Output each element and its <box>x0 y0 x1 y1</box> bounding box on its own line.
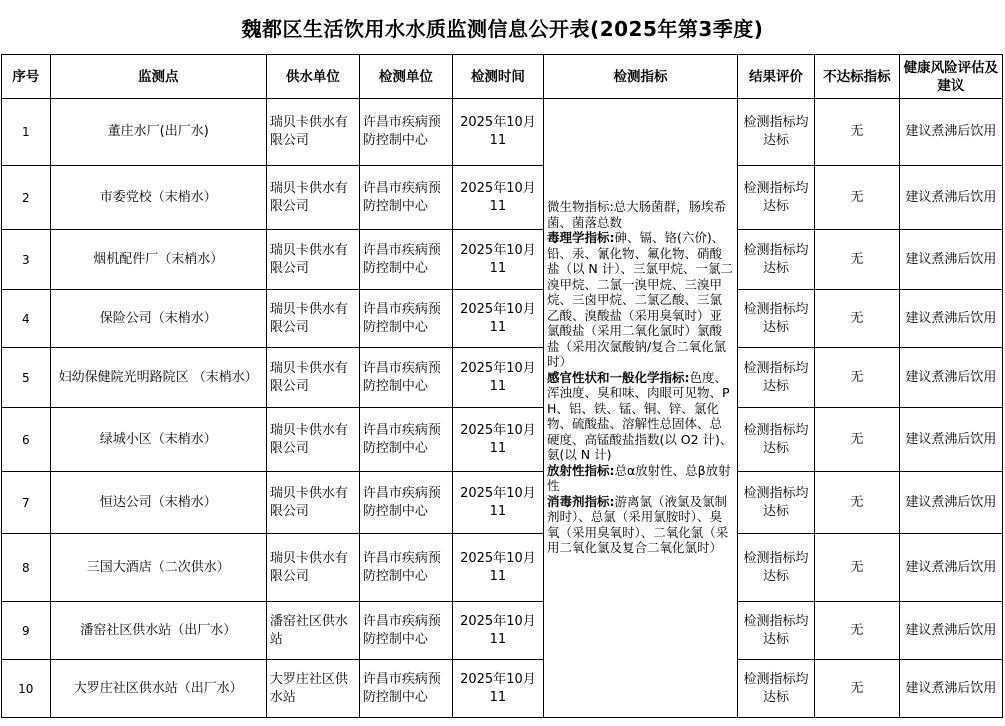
header-advice: 健康风险评估及建议 <box>899 55 1002 99</box>
supplier-cell: 瑞贝卡供水有限公司 <box>266 166 359 230</box>
header-monitor: 检测单位 <box>359 55 452 99</box>
site-cell: 三国大酒店（二次供水） <box>50 534 266 602</box>
result-cell: 检测指标均达标 <box>738 534 815 602</box>
supplier-cell: 瑞贝卡供水有限公司 <box>266 230 359 290</box>
row-index: 6 <box>2 408 51 472</box>
indicator-group-text: 色度、浑浊度、臭和味、肉眼可见物、PH、铝、铁、锰、铜、锌、氯化物、硫酸盐、溶解性总固体、总硬度、高锰酸盐指数(以 O2 计)、氨(以 N 计) <box>546 369 733 462</box>
indicator-group <box>547 230 734 370</box>
time-cell: 2025年10月11 <box>452 660 543 718</box>
indicator-group-text: 游离氯（液氯及氯制剂时）、总氯（采用氯胺时）、臭氧（采用臭氧时）、二氧化氯（采用二氧化氯及复合二氧化氯时） <box>546 493 729 555</box>
supplier-cell: 瑞贝卡供水有限公司 <box>266 99 359 166</box>
header-indicators: 检测指标 <box>543 55 737 99</box>
fail-cell: 无 <box>814 534 899 602</box>
fail-cell: 无 <box>814 348 899 408</box>
row-index: 9 <box>2 602 51 660</box>
row-index: 5 <box>2 348 51 408</box>
header-site: 监测点 <box>50 55 266 99</box>
advice-cell: 建议煮沸后饮用 <box>899 602 1002 660</box>
site-cell: 保险公司（末梢水） <box>50 290 266 348</box>
fail-cell: 无 <box>814 290 899 348</box>
row-index: 10 <box>2 660 51 718</box>
site-cell: 恒达公司（末梢水） <box>50 472 266 534</box>
monitor-cell: 许昌市疾病预防控制中心 <box>359 408 452 472</box>
result-cell: 检测指标均达标 <box>738 408 815 472</box>
monitor-cell: 许昌市疾病预防控制中心 <box>359 660 452 718</box>
result-cell: 检测指标均达标 <box>738 99 815 166</box>
indicator-group-title: 毒理学指标: <box>546 230 615 245</box>
time-cell: 2025年10月11 <box>452 99 543 166</box>
fail-cell: 无 <box>814 660 899 718</box>
monitor-cell: 许昌市疾病预防控制中心 <box>359 166 452 230</box>
fail-cell: 无 <box>814 230 899 290</box>
time-cell: 2025年10月11 <box>452 472 543 534</box>
fail-cell: 无 <box>814 99 899 166</box>
table-row <box>2 472 1003 534</box>
result-cell: 检测指标均达标 <box>738 290 815 348</box>
header-fail: 不达标指标 <box>814 55 899 99</box>
indicator-group <box>547 199 734 230</box>
advice-cell: 建议煮沸后饮用 <box>899 660 1002 718</box>
table-row <box>2 534 1003 602</box>
advice-cell: 建议煮沸后饮用 <box>899 166 1002 230</box>
advice-cell: 建议煮沸后饮用 <box>899 99 1002 166</box>
water-quality-table <box>1 54 1003 718</box>
fail-cell: 无 <box>814 602 899 660</box>
fail-cell: 无 <box>814 166 899 230</box>
table-row <box>2 230 1003 290</box>
advice-cell: 建议煮沸后饮用 <box>899 348 1002 408</box>
indicator-group <box>547 370 734 463</box>
result-cell: 检测指标均达标 <box>738 660 815 718</box>
time-cell: 2025年10月11 <box>452 602 543 660</box>
monitor-cell: 许昌市疾病预防控制中心 <box>359 602 452 660</box>
row-index: 1 <box>2 99 51 166</box>
indicator-group-text: 砷、镉、铬(六价)、铅、汞、氰化物、氟化物、硝酸盐（以 N 计）、三氯甲烷、一氯二溴甲烷、二氯一溴甲烷、三溴甲烷、三卤甲烷、二氯乙酸、三氯乙酸、溴酸盐（采用臭氧时）亚氯酸盐（采用二氧化氯时）氯酸盐（采用次氯酸钠/复合二氧化氯时） <box>546 230 733 369</box>
monitor-cell: 许昌市疾病预防控制中心 <box>359 230 452 290</box>
table-row <box>2 290 1003 348</box>
header-index: 序号 <box>2 55 51 99</box>
supplier-cell: 瑞贝卡供水有限公司 <box>266 348 359 408</box>
indicator-group <box>547 463 734 494</box>
header-supplier: 供水单位 <box>266 55 359 99</box>
table-row <box>2 99 1003 166</box>
page-title: 魏都区生活饮用水水质监测信息公开表(2025年第3季度) <box>241 16 764 41</box>
indicator-group-title: 感官性状和一般化学指标: <box>546 369 690 385</box>
site-cell: 市委党校（末梢水） <box>50 166 266 230</box>
row-index: 3 <box>2 230 51 290</box>
table-row <box>2 166 1003 230</box>
supplier-cell: 大罗庄社区供水站 <box>266 660 359 718</box>
monitor-cell: 许昌市疾病预防控制中心 <box>359 472 452 534</box>
time-cell: 2025年10月11 <box>452 534 543 602</box>
result-cell: 检测指标均达标 <box>738 472 815 534</box>
result-cell: 检测指标均达标 <box>738 348 815 408</box>
indicator-group-title: 消毒剂指标: <box>546 493 615 509</box>
time-cell: 2025年10月11 <box>452 166 543 230</box>
supplier-cell: 潘窑社区供水站 <box>266 602 359 660</box>
monitor-cell: 许昌市疾病预防控制中心 <box>359 99 452 166</box>
advice-cell: 建议煮沸后饮用 <box>899 230 1002 290</box>
indicator-group-text: 总α放射性、总β放射性 <box>546 462 731 493</box>
site-cell: 烟机配件厂（末梢水） <box>50 230 266 290</box>
time-cell: 2025年10月11 <box>452 408 543 472</box>
table-row <box>2 408 1003 472</box>
indicator-group-title: 放射性指标: <box>546 462 615 478</box>
header-result: 结果评价 <box>738 55 815 99</box>
monitor-cell: 许昌市疾病预防控制中心 <box>359 290 452 348</box>
advice-cell: 建议煮沸后饮用 <box>899 290 1002 348</box>
result-cell: 检测指标均达标 <box>738 230 815 290</box>
site-cell: 大罗庄社区供水站（出厂水） <box>50 660 266 718</box>
supplier-cell: 瑞贝卡供水有限公司 <box>266 472 359 534</box>
supplier-cell: 瑞贝卡供水有限公司 <box>266 534 359 602</box>
fail-cell: 无 <box>814 472 899 534</box>
row-index: 7 <box>2 472 51 534</box>
indicator-group-text: 微生物指标:总大肠菌群，肠埃希菌、菌落总数 <box>546 199 727 230</box>
table-row <box>2 348 1003 408</box>
site-cell: 绿城小区（末梢水） <box>50 408 266 472</box>
fail-cell: 无 <box>814 408 899 472</box>
result-cell: 检测指标均达标 <box>738 602 815 660</box>
time-cell: 2025年10月11 <box>452 348 543 408</box>
site-cell: 妇幼保健院光明路院区 （末梢水） <box>50 348 266 408</box>
advice-cell: 建议煮沸后饮用 <box>899 472 1002 534</box>
time-cell: 2025年10月11 <box>452 230 543 290</box>
supplier-cell: 瑞贝卡供水有限公司 <box>266 290 359 348</box>
indicators-cell <box>543 99 737 718</box>
advice-cell: 建议煮沸后饮用 <box>899 408 1002 472</box>
monitor-cell: 许昌市疾病预防控制中心 <box>359 534 452 602</box>
row-index: 4 <box>2 290 51 348</box>
header-row <box>2 55 1003 99</box>
site-cell: 潘窑社区供水站（出厂水） <box>50 602 266 660</box>
time-cell: 2025年10月11 <box>452 290 543 348</box>
table-row <box>2 602 1003 660</box>
row-index: 2 <box>2 166 51 230</box>
monitor-cell: 许昌市疾病预防控制中心 <box>359 348 452 408</box>
row-index: 8 <box>2 534 51 602</box>
advice-cell: 建议煮沸后饮用 <box>899 534 1002 602</box>
site-cell: 董庄水厂(出厂水) <box>50 99 266 166</box>
indicator-group <box>547 494 734 556</box>
supplier-cell: 瑞贝卡供水有限公司 <box>266 408 359 472</box>
result-cell: 检测指标均达标 <box>738 166 815 230</box>
table-row <box>2 660 1003 718</box>
header-time: 检测时间 <box>452 55 543 99</box>
